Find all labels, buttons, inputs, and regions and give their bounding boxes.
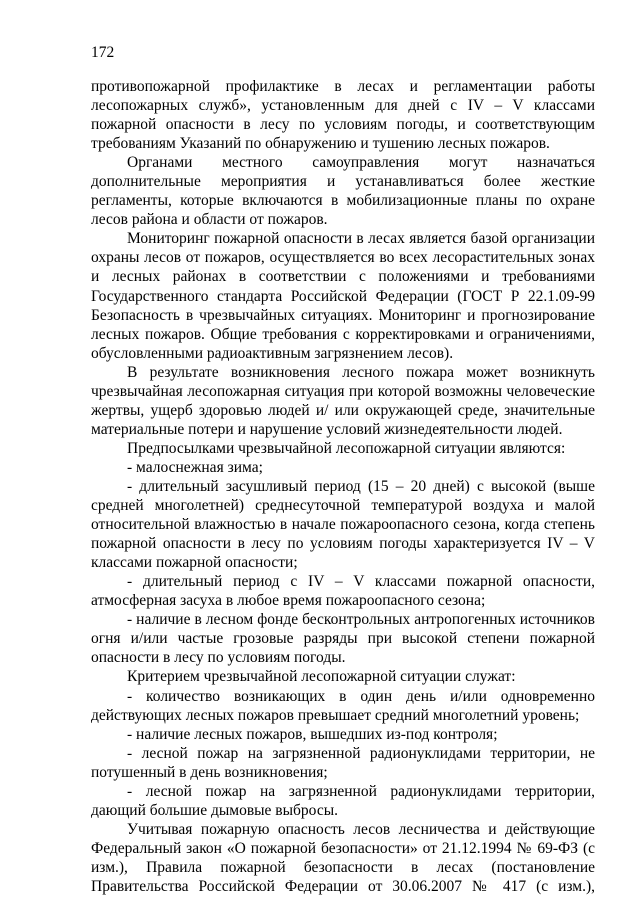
paragraph: противопожарной профилактике в лесах и регламентации работы лесопожарных служб», установленным для дней с IV – V классами пожарной опасности в лесу по условиям погоды, и соответствующим требованиям Указаний по обнаружению и тушению лесных пожаров.	[91, 78, 595, 153]
list-item: - малоснежная зима;	[127, 458, 263, 476]
paragraph: Мониторинг пожарной опасности в лесах является базой организации охраны лесов от пожаров, осуществляется во всех лесорастительных зонах и лесных районах в соответствии с положениями и требованиями Государственного стандарта Российской Федерации (ГОСТ Р 22.1.09-99 Безопасность в чрезвычайных ситуациях. Мониторинг и прогнозирование лесных пожаров. Общие требования с корректировками и ограничениями, обусловленными радиоактивным загрязнением лесов).	[91, 230, 595, 362]
list-item: - наличие в лесном фонде бесконтрольных антропогенных источников огня и/или частые грозовые разряды при высокой степени пожарной опасности в лесу по условиям погоды.	[91, 611, 595, 667]
body-text	[91, 77, 595, 896]
paragraph: Критерием чрезвычайной лесопожарной ситуации служат:	[127, 668, 516, 686]
list-item: - количество возникающих в один день и/или одновременно действующих лесных пожаров превышает средний многолетний уровень;	[91, 687, 595, 724]
paragraph: Предпосылками чрезвычайной лесопожарной ситуации являются:	[127, 439, 566, 457]
list-item: - лесной пожар на загрязненной радионуклидами территории, дающий большие дымовые выбросы.	[91, 782, 595, 819]
paragraph: В результате возникновения лесного пожара может возникнуть чрезвычайная лесопожарная ситуация при которой возможны человеческие жертвы, ущерб здоровью людей и/ или окружающей среде, значительные материальные потери и нарушение условий жизнедеятельности людей.	[91, 363, 595, 438]
paragraph: Учитывая пожарную опасность лесов лесничества и действующие Федеральный закон «О пожарной безопасности» от 21.12.1994 № 69-ФЗ (с изм.), Правила пожарной безопасности в лесах (постановление Правительства Российской Федерации от 30.06.2007 № 417 (с изм.),	[91, 820, 595, 895]
list-item: - длительный засушливый период (15 – 20 дней) с высокой (выше средней многолетней) среднесуточной температурой воздуха и малой относительной влажностью в начале пожароопасного сезона, когда степень пожарной опасности в лесу по условиям погоды характеризуется IV – V классами пожарной опасности;	[91, 477, 595, 572]
page-number: 172	[91, 44, 115, 61]
list-item: - лесной пожар на загрязненной радионуклидами территории, не потушенный в день возникновения;	[91, 744, 595, 781]
list-item: - длительный период с IV – V классами пожарной опасности, атмосферная засуха в любое время пожароопасного сезона;	[91, 573, 595, 610]
list-item: - наличие лесных пожаров, вышедших из-под контроля;	[127, 725, 498, 743]
paragraph: Органами местного самоуправления могут назначаться дополнительные мероприятия и устанавливаться более жесткие регламенты, которые включаются в мобилизационные планы по охране лесов района и области от пожаров.	[91, 154, 595, 229]
